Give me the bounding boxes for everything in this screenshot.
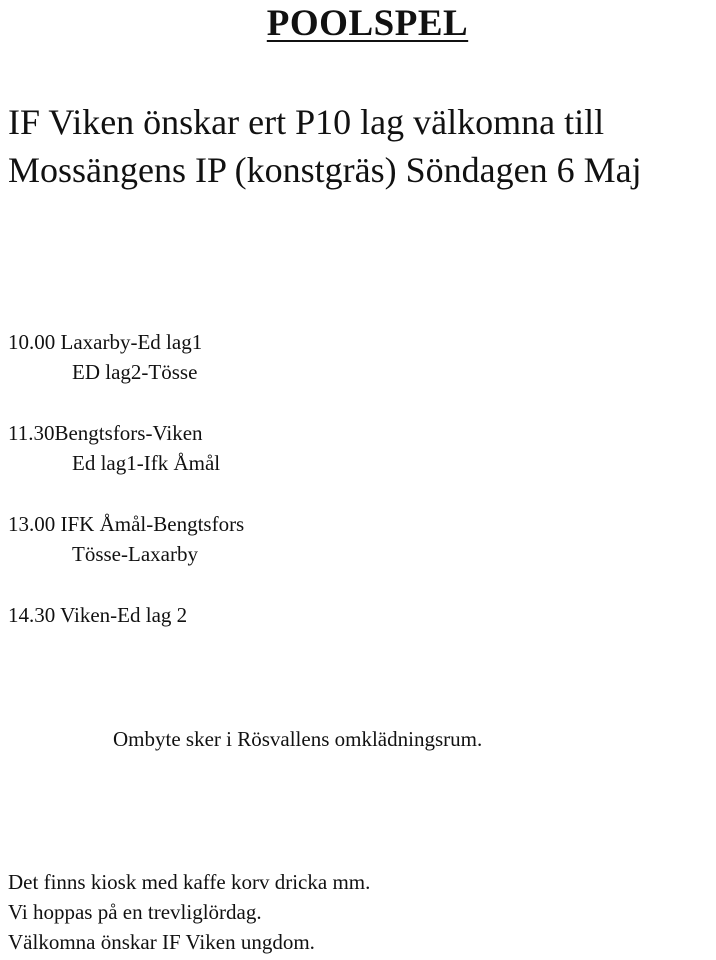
match-second: ED lag2-Tösse [72,360,198,384]
changing-room-note: Ombyte sker i Rösvallens omklädningsrum. [113,727,483,751]
match-second: Tösse-Laxarby [72,542,198,566]
closing-text [8,867,370,957]
match-first: Viken-Ed lag 2 [60,603,188,627]
match-time: 10.00 [8,330,56,354]
schedule-slot [8,600,608,630]
invitation-text: IF Viken önskar ert P10 lag välkomna till Mossängens IP (konstgräs) Söndagen 6 Maj [8,102,642,190]
page-title: POOLSPEL [266,3,469,44]
match-first: IFK Åmål-Bengtsfors [60,512,245,536]
match-first: Bengtsfors-Viken [54,421,203,445]
match-first: Laxarby-Ed lag1 [60,330,203,354]
schedule-first-line [8,509,608,539]
closing-line: Välkomna önskar IF Viken ungdom. [8,930,315,954]
schedule-first-line [8,600,608,630]
match-schedule [8,327,608,661]
closing-line: Vi hoppas på en trevliglördag. [8,900,262,924]
match-time: 11.30 [8,421,55,445]
schedule-slot [8,327,608,387]
match-time: 14.30 [8,603,56,627]
match-time: 13.00 [8,512,56,536]
schedule-first-line [8,418,608,448]
schedule-slot [8,418,608,478]
closing-line: Det finns kiosk med kaffe korv dricka mm. [8,870,371,894]
schedule-slot [8,509,608,569]
schedule-first-line [8,327,608,357]
match-second: Ed lag1-Ifk Åmål [72,451,221,475]
